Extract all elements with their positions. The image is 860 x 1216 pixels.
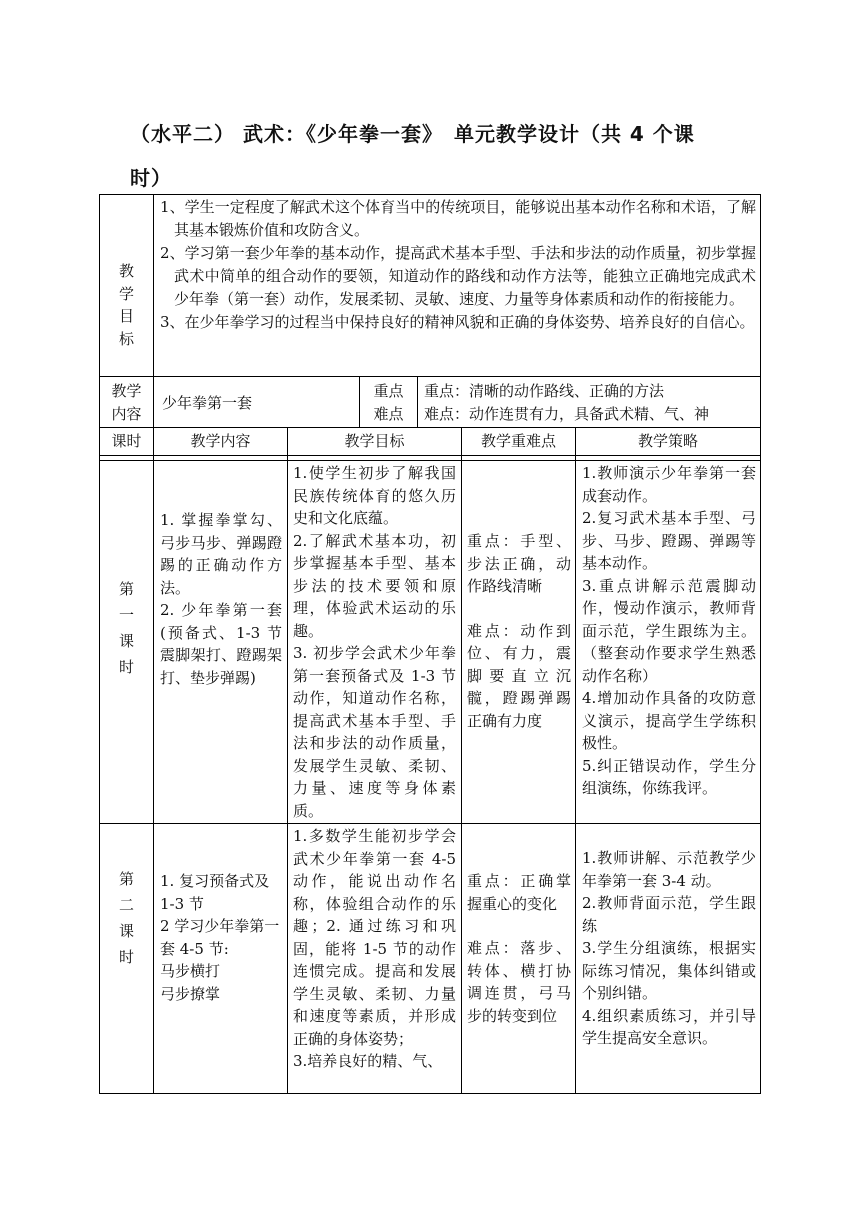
objective-item: 2、学习第一套少年拳的基本动作，提高武术基本手型、手法和步法的动作质量，初步掌握武术中简单的组合动作的要领，知道动作的路线和动作方法等，能独立正确地完成武术少年拳（第一套）动作，发展柔韧、灵敏、速度、力量等身体素质和动作的衔接能力。 — [160, 244, 756, 308]
objective-item: 3、在少年拳学习的过程当中保持良好的精神风貌和正确的身体姿势、培养良好的自信心。 — [160, 313, 755, 331]
lesson-1-key-points: 重点：手型、步法正确，动作路线清晰 难点：动作到位、有力，震脚要直立沉髋，蹬踢弹踢正确有力度 — [467, 532, 571, 730]
header-strategies: 教学策略 — [637, 432, 698, 450]
lesson-2-strategies: 1.教师讲解、示范教学少年拳第一套 3-4 动。 2.教师背面示范，学生跟练 3.学生分组演练，根据实际练习情况，集体纠错或个别纠错。 4.组织素质练习，并引导学生提高安全意识。 — [582, 849, 756, 1047]
lesson-1-period: 第 一 课 时 — [118, 580, 134, 676]
title-line-2: 时） — [130, 166, 172, 190]
lesson-2-key-points: 重点：正确掌握重心的变化 难点：落步、转体、横打协调连贯，弓马步的转变到位 — [467, 872, 571, 1025]
key-difficulty-value: 重点：清晰的动作路线、正确的方法 难点：动作连贯有力，具备武术精、气、神 — [424, 382, 710, 423]
header-period: 课时 — [111, 432, 142, 450]
objective-item: 1、学生一定程度了解武术这个体育当中的传统项目，能够说出基本动作名称和术语，了解其基本锻炼价值和攻防含义。 — [160, 198, 756, 239]
header-key-points: 教学重难点 — [480, 432, 556, 450]
lesson-2-goals: 1.多数学生能初步学会武术少年拳第一套 4-5 动作，能说出动作名称，体验组合动作的乐趣；2. 通过练习和巩固，能将 1-5 节的动作连惯完成。提高和发展学生灵敏、柔韧、力量和速度等素质，并形成正确的身体姿势； 3.培养良好的精、气、 — [293, 827, 456, 1070]
objectives-label: 教 学 目 标 — [118, 262, 134, 348]
content-value: 少年拳第一套 — [162, 394, 253, 412]
header-goals: 教学目标 — [344, 432, 405, 450]
lesson-1-content: 1. 掌握拳掌勾、弓步马步、弹踢蹬踢的正确动作方法。 2. 少年拳第一套(预备式、1-3 节震脚架打、蹬踢架打、垫步弹踢) — [160, 511, 282, 687]
lesson-2-period: 第 二 课 时 — [118, 870, 134, 966]
lesson-1-goals: 1.使学生初步了解我国民族传统体育的悠久历史和文化底蕴。 2.了解武术基本功，初步掌握基本手型、基本步法的技术要领和原理，体验武术运动的乐趣。 3. 初步学会武术少年拳第一套预备式及 1-3 节动作，知道动作名称，提高武术基本手型、手法和步法的动作质量，发展学生灵敏、柔韧、力量、速度等身体素质。 — [293, 464, 456, 820]
lesson-1-strategies: 1.教师演示少年拳第一套成套动作。 2.复习武术基本手型、弓步、马步、蹬踢、弹踢等基本动作。 3.重点讲解示范震脚动作，慢动作演示，教师背面示范，学生跟练为主。（整套动作要求学生熟悉动作名称） 4.增加动作具备的攻防意义演示，提高学生学练积极性。 5.纠正错误动作，学生分组演练，你练我评。 — [582, 464, 756, 797]
objectives-list — [160, 196, 756, 334]
header-content: 教学内容 — [190, 432, 251, 450]
key-difficulty-label: 重点 难点 — [373, 382, 404, 423]
lesson-2-content: 1. 复习预备式及 1-3 节 2 学习少年拳第一套 4-5 节: 马步横打 弓步撩掌 — [160, 872, 280, 1003]
document-title — [130, 112, 750, 200]
title-line-1: （水平二） 武术：《少年拳一套》 单元教学设计（共 4 个课 — [130, 122, 695, 146]
content-label: 教学 内容 — [111, 382, 142, 423]
